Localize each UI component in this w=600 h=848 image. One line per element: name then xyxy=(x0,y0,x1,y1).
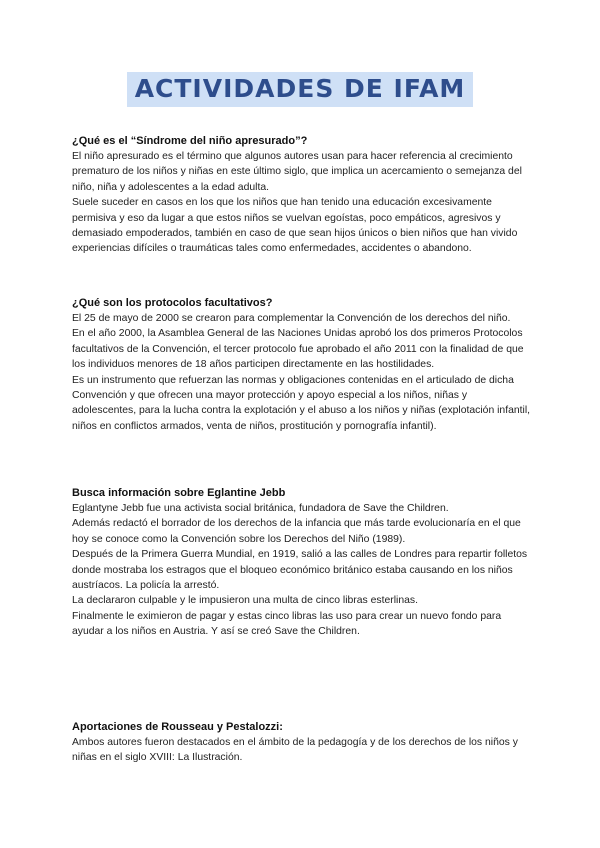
section-paragraph: Finalmente le eximieron de pagar y estas cinco libras las uso para crear un nuevo fondo para ayudar a los niños en Austria. Y así se creó Save the Children. xyxy=(72,610,502,638)
section-paragraph: En el año 2000, la Asamblea General de las Naciones Unidas aprobó los dos primeros Protocolos facultativos de la Convención, el tercer protocolo fue aprobado el año 2011 con la finalidad de que los individuos menores de 18 años participen directamente en las hostilidades. xyxy=(72,328,524,371)
section-paragraph: Después de la Primera Guerra Mundial, en 1919, salió a las calles de Londres para repartir folletos donde mostraba los estragos que el bloqueo económico británico estaba causando en los niños austríacos. La policía la arrestó. xyxy=(72,549,528,592)
section-protocolos-facultativos xyxy=(72,296,532,434)
section-paragraph: Además redactó el borrador de los derechos de la infancia que más tarde evolucionaría en el que hoy se conoce como la Convención sobre los Derechos del Niño (1989). xyxy=(72,518,521,545)
section-paragraph: Eglantyne Jebb fue una activista social británica, fundadora de Save the Children. xyxy=(72,503,449,514)
section-paragraph: Suele suceder en casos en los que los niños que han tenido una educación excesivamente permisiva y eso da lugar a que estos niños se vuelvan egoístas, poco empáticos, agresivos y demasiado empoderados, también en caso de que sean hijos únicos o bien niños que han vivido experiencias difíciles o traumáticas tales como enfermedades, accidentes o abandono. xyxy=(72,197,518,255)
section-paragraph: Es un instrumento que refuerzan las normas y obligaciones contenidas en el articulado de dicha Convención y que ofrecen una mayor protección y apoyo especial a los niños, niñas y adolescentes, para la lucha contra la explotación y el abuso a los niños y niñas (explotación infantil, niños en conflictos armados, venta de niños, prostitución y pornografía infantil). xyxy=(72,374,531,432)
section-heading: Busca información sobre Eglantine Jebb xyxy=(72,487,286,499)
section-paragraph: El 25 de mayo de 2000 se crearon para complementar la Convención de los derechos del niño. xyxy=(72,313,511,324)
section-paragraph: Ambos autores fueron destacados en el ámbito de la pedagogía y de los derechos de los niños y niñas en el siglo XVIII: La Ilustración. xyxy=(72,737,518,764)
section-heading: ¿Qué son los protocolos facultativos? xyxy=(72,297,273,309)
section-heading: Aportaciones de Rousseau y Pestalozzi: xyxy=(72,721,283,733)
section-rousseau-pestalozzi xyxy=(72,720,532,766)
section-heading: ¿Qué es el “Síndrome del niño apresurado”? xyxy=(72,135,308,147)
title-wrapper xyxy=(0,72,600,107)
section-sindrome-nino-apresurado xyxy=(72,134,532,257)
section-paragraph: El niño apresurado es el término que algunos autores usan para hacer referencia al crecimiento prematuro de los niños y niñas en este último siglo, que implica un acercamiento o semejanza del niño, niña y adolescentes a la edad adulta. xyxy=(72,151,522,193)
page-title: ACTIVIDADES DE IFAM xyxy=(127,72,474,107)
section-eglantine-jebb xyxy=(72,486,532,640)
section-paragraph: La declararon culpable y le impusieron una multa de cinco libras esterlinas. xyxy=(72,595,418,607)
